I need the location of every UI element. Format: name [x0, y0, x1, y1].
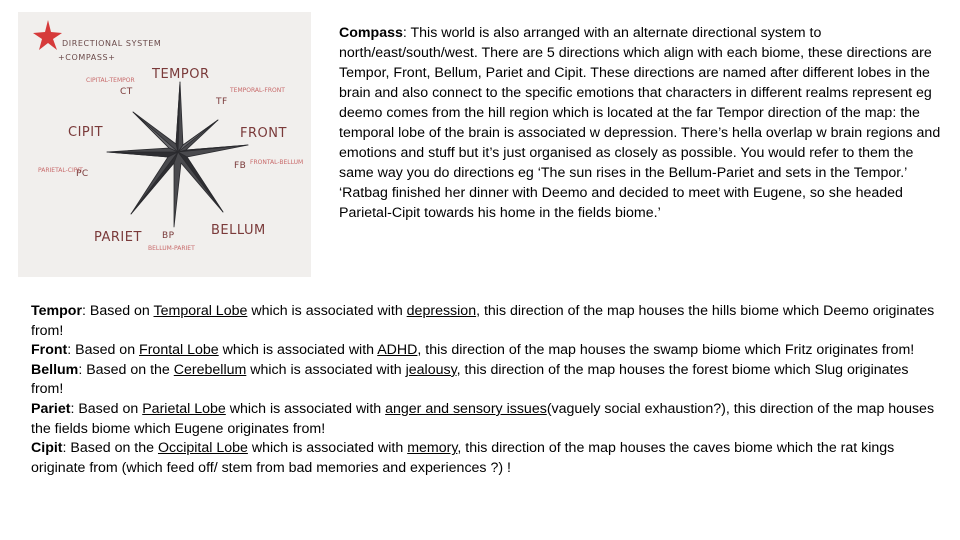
emotion-link: jealousy	[405, 361, 457, 378]
sublabel-fb: FB	[234, 161, 247, 171]
lobe-link: Occipital Lobe	[157, 440, 248, 457]
direction-definitions	[31, 302, 941, 478]
definition-text: which is associated with	[218, 342, 378, 359]
sublabel-ct: CT	[120, 87, 133, 97]
emotion-link: anger and sensory issues	[385, 400, 547, 417]
sublabel-temporal-front: TEMPORAL-FRONT	[230, 87, 285, 94]
emotion-link: depression	[406, 303, 477, 319]
intro-text: : This world is also arranged with an alternate directional system to north/east/south/west. There are 5 directions which align with each biome, these directions are Tempor, Front, Bellum, Pariet and Cipit. These directions are named after different lobes in the brain and also connect to the specific emotions that characters in different realms represent eg deemo comes from the hill region which is located at the far Tempor direction of the map: the temporal lobe of the brain is associated w depression. There’s hella overlap w brain regions and emotions and stuff but it’s just organised as closely as possible. You would refer to them the same way you do directions eg ‘The sun rises in the Bellum-Pariet and sets in the Tempor.’ ‘Ratbag finished her dinner with Deemo and decided to meet with Eugene, so she headed Parietal-Cipit towards his home in the fields biome.’	[339, 25, 941, 221]
label-tempor: TEMPOR	[152, 67, 210, 82]
label-pariet: PARIET	[94, 230, 142, 245]
definition-term: Pariet	[31, 400, 71, 417]
definition-front	[31, 341, 941, 361]
compass-drawing	[18, 12, 311, 277]
definition-text: : Based on the	[62, 440, 158, 457]
lobe-link: Frontal Lobe	[139, 342, 219, 359]
intro-term: Compass	[339, 25, 403, 41]
sublabel-bp: BP	[162, 231, 175, 241]
lobe-link: Cerebellum	[173, 361, 247, 378]
definition-term: Front	[31, 342, 68, 359]
drawing-header-line2: +COMPASS+	[58, 53, 116, 62]
label-front: FRONT	[240, 126, 287, 141]
definition-term: Cipit	[31, 440, 63, 457]
definition-tempor	[31, 302, 941, 341]
lobe-link: Temporal Lobe	[153, 303, 248, 319]
sublabel-cipital-tempor: CIPITAL-TEMPOR	[86, 77, 135, 84]
definition-text: , this direction of the map houses the hills biome which Deemo originates from!	[31, 303, 935, 339]
definition-text: (vaguely social exhaustion?), this direction of the map houses the fields biome which Eugene originates from!	[31, 400, 935, 437]
emotion-link: memory	[407, 440, 458, 457]
definition-text: , this direction of the map houses the swamp biome which Fritz originates from!	[417, 342, 915, 359]
definition-cipit	[31, 439, 941, 478]
compass-intro-paragraph	[339, 23, 944, 223]
lobe-link: Parietal Lobe	[142, 400, 226, 417]
sublabel-frontal-bellum: FRONTAL-BELLUM	[250, 159, 304, 166]
definition-bellum	[31, 361, 941, 400]
sublabel-pc: PC	[76, 169, 89, 179]
definition-text: : Based on	[70, 400, 143, 417]
drawing-header-line1: DIRECTIONAL SYSTEM	[62, 39, 162, 48]
definition-pariet	[31, 400, 941, 439]
sublabel-parietal-cipit: PARIETAL-CIPIT	[38, 167, 83, 174]
definition-text: , this direction of the map houses the caves biome which the rat kings originate from (which feed off/ stem from bad memories and experiences ?) !	[31, 440, 895, 476]
definition-term: Tempor	[31, 303, 82, 319]
definition-text: which is associated with	[246, 361, 406, 378]
definition-text: : Based on	[81, 303, 154, 319]
definition-text: which is associated with	[247, 303, 407, 319]
label-bellum: BELLUM	[211, 223, 266, 238]
definition-text: which is associated with	[247, 440, 408, 457]
definition-text: which is associated with	[225, 400, 386, 417]
definition-term: Bellum	[31, 361, 79, 378]
sublabel-tf: TF	[216, 97, 228, 107]
definition-text: , this direction of the map houses the forest biome which Slug originates from!	[31, 361, 909, 398]
compass-drawing-photo	[18, 12, 311, 277]
label-cipit: CIPIT	[68, 125, 104, 140]
definition-text: : Based on the	[78, 361, 174, 378]
sublabel-bellum-pariet: BELLUM-PARIET	[148, 245, 195, 252]
emotion-link: ADHD	[377, 342, 418, 359]
definition-text: : Based on	[67, 342, 140, 359]
